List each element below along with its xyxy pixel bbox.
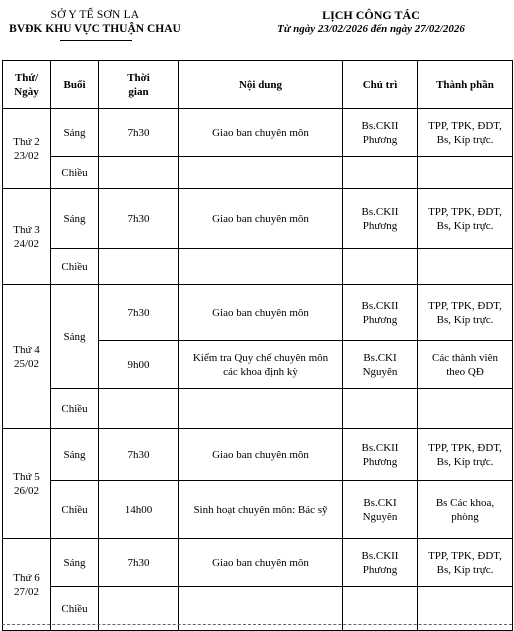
day-cell: Thứ 4 25/02 xyxy=(3,285,51,429)
table-row xyxy=(3,109,513,157)
table-row xyxy=(3,481,513,539)
col-content: Nội dung xyxy=(179,61,343,109)
session-cell: Chiều xyxy=(51,481,99,539)
time-cell: 7h30 xyxy=(99,109,179,157)
members-cell: Các thành viên theo QĐ xyxy=(418,341,513,389)
content-cell: Giao ban chuyên môn xyxy=(179,109,343,157)
session-cell: Sáng xyxy=(51,285,99,389)
time-cell: 7h30 xyxy=(99,539,179,587)
content-cell: Giao ban chuyên môn xyxy=(179,189,343,249)
chair-cell: Bs.CKII Phương xyxy=(343,285,418,341)
chair-cell: Bs.CKI Nguyên xyxy=(343,481,418,539)
members-cell: Bs Các khoa, phòng xyxy=(418,481,513,539)
col-chair: Chủ trì xyxy=(343,61,418,109)
members-cell: TPP, TPK, ĐDT, Bs, Kíp trực. xyxy=(418,429,513,481)
time-cell: 7h30 xyxy=(99,429,179,481)
hospital-name: BVĐK KHU VỰC THUẬN CHAU xyxy=(9,23,181,35)
table-row xyxy=(3,189,513,249)
day-cell: Thứ 2 23/02 xyxy=(3,109,51,189)
content-cell: Giao ban chuyên môn xyxy=(179,539,343,587)
table-row xyxy=(3,539,513,587)
col-members: Thành phần xyxy=(418,61,513,109)
footer-divider xyxy=(2,624,512,625)
session-cell: Chiều xyxy=(51,157,99,189)
time-cell: 7h30 xyxy=(99,285,179,341)
issuer-block xyxy=(0,8,190,36)
day-cell: Thứ 5 26/02 xyxy=(3,429,51,539)
date-range: Từ ngày 23/02/2026 đến ngày 27/02/2026 xyxy=(277,23,465,35)
time-cell: 9h00 xyxy=(99,341,179,389)
department-name: SỞ Y TẾ SƠN LA xyxy=(50,9,140,21)
content-cell: Sinh hoạt chuyên môn: Bác sỹ xyxy=(179,481,343,539)
day-cell: Thứ 3 24/02 xyxy=(3,189,51,285)
chair-cell: Bs.CKII Phương xyxy=(343,189,418,249)
col-time: Thời gian xyxy=(99,61,179,109)
table-row xyxy=(3,389,513,429)
session-cell: Sáng xyxy=(51,109,99,157)
session-cell: Chiều xyxy=(51,389,99,429)
content-cell: Kiểm tra Quy chế chuyên môn các khoa định kỳ xyxy=(179,341,343,389)
members-cell: TPP, TPK, ĐDT, Bs, Kíp trực. xyxy=(418,189,513,249)
time-cell: 14h00 xyxy=(99,481,179,539)
members-cell: TPP, TPK, ĐDT, Bs, Kíp trực. xyxy=(418,109,513,157)
header-underline xyxy=(60,40,132,41)
members-cell: TPP, TPK, ĐDT, Bs, Kíp trực. xyxy=(418,539,513,587)
chair-cell: Bs.CKII Phương xyxy=(343,109,418,157)
chair-cell: Bs.CKII Phương xyxy=(343,539,418,587)
table-row xyxy=(3,285,513,341)
table-row xyxy=(3,157,513,189)
document-title: LỊCH CÔNG TÁC xyxy=(322,8,420,22)
session-cell: Sáng xyxy=(51,539,99,587)
session-cell: Chiều xyxy=(51,249,99,285)
content-cell: Giao ban chuyên môn xyxy=(179,285,343,341)
table-row xyxy=(3,249,513,285)
col-session: Buổi xyxy=(51,61,99,109)
day-cell: Thứ 6 27/02 xyxy=(3,539,51,631)
session-cell: Chiều xyxy=(51,587,99,631)
table-row xyxy=(3,429,513,481)
table-header-row xyxy=(3,61,513,109)
title-block xyxy=(228,8,514,36)
chair-cell: Bs.CKII Phương xyxy=(343,429,418,481)
chair-cell: Bs.CKI Nguyên xyxy=(343,341,418,389)
col-day: Thứ/ Ngày xyxy=(3,61,51,109)
members-cell: TPP, TPK, ĐDT, Bs, Kíp trực. xyxy=(418,285,513,341)
content-cell: Giao ban chuyên môn xyxy=(179,429,343,481)
time-cell: 7h30 xyxy=(99,189,179,249)
session-cell: Sáng xyxy=(51,189,99,249)
work-schedule-table xyxy=(2,60,513,631)
session-cell: Sáng xyxy=(51,429,99,481)
